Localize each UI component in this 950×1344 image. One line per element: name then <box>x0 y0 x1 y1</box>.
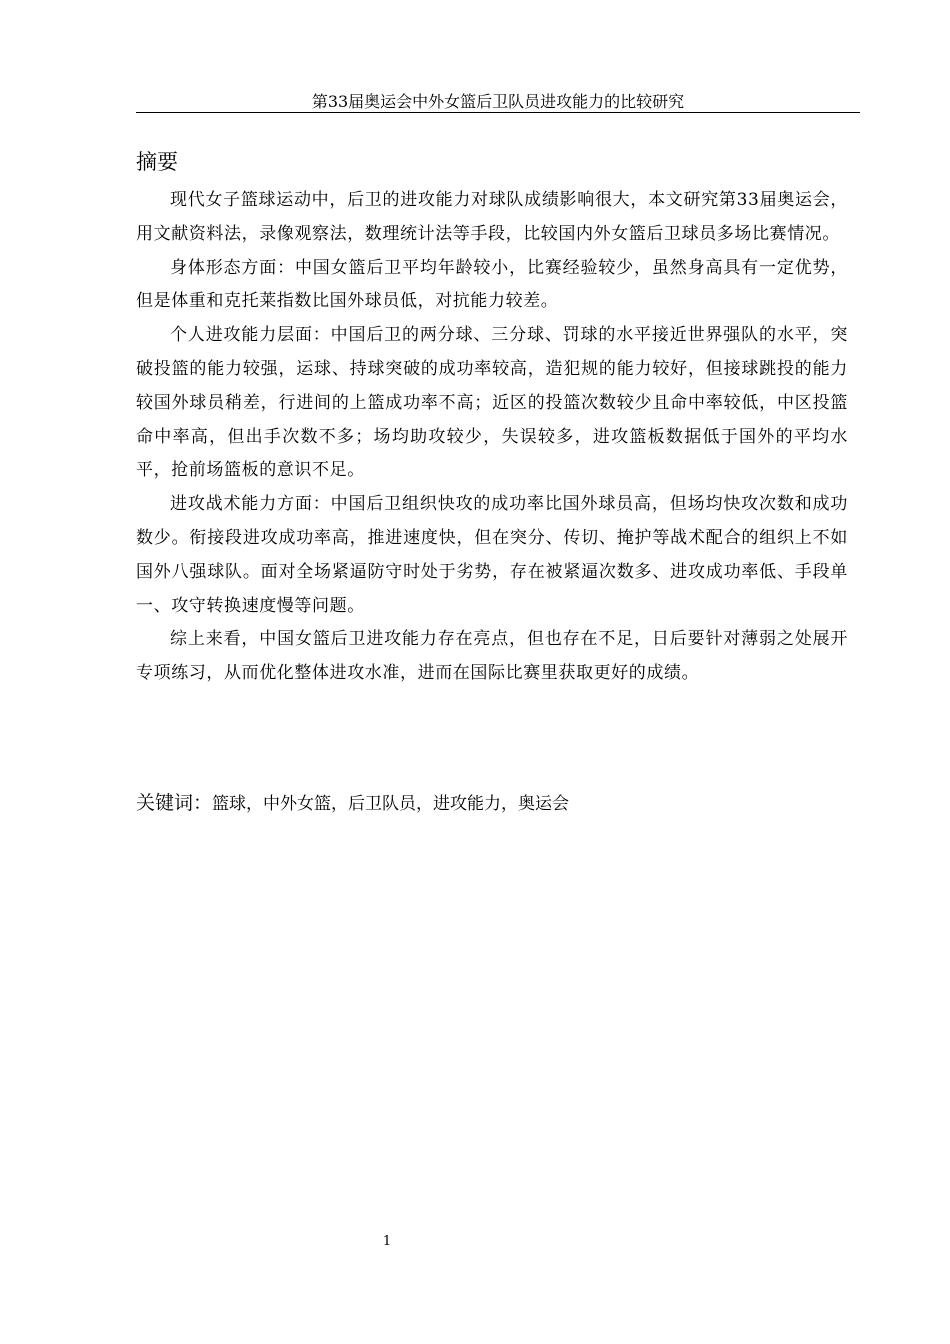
abstract-paragraph: 个人进攻能力层面：中国后卫的两分球、三分球、罚球的水平接近世界强队的水平，突破投篮的能力较强，运球、持球突破的成功率较高，造犯规的能力较好，但接球跳投的能力较国外球员稍差，行进间的上篮成功率不高；近区的投篮次数较少且命中率较低，中区投篮命中率高，但出手次数不多；场均助攻较少，失误较多，进攻篮板数据低于国外的平均水平，抢前场篮板的意识不足。 <box>136 325 848 481</box>
abstract-paragraph: 综上来看，中国女篮后卫进攻能力存在亮点，但也存在不足，日后要针对薄弱之处展开专项练习，从而优化整体进攻水准，进而在国际比赛里获取更好的成绩。 <box>136 629 848 684</box>
keywords-value: 篮球，中外女篮，后卫队员，进攻能力，奥运会 <box>212 794 570 814</box>
page-number: 1 <box>382 1234 392 1249</box>
abstract-paragraph: 进攻战术能力方面：中国后卫组织快攻的成功率比国外球员高，但场均快攻次数和成功数少。衔接段进攻成功率高，推进速度快，但在突分、传切、掩护等战术配合的组织上不如国外八强球队。面对全场紧逼防守时处于劣势，存在被紧逼次数多、进攻成功率低、手段单一、攻守转换速度慢等问题。 <box>136 494 848 616</box>
abstract-paragraph: 身体形态方面：中国女篮后卫平均年龄较小，比赛经验较少，虽然身高具有一定优势，但是体重和克托莱指数比国外球员低，对抗能力较差。 <box>136 257 848 312</box>
keywords-label: 关键词： <box>136 792 213 814</box>
header-rule <box>136 112 860 113</box>
running-header-title: 第33届奥运会中外女篮后卫队员进攻能力的比较研究 <box>311 92 685 111</box>
abstract-heading: 摘要 <box>136 150 178 174</box>
abstract-body <box>136 184 848 691</box>
abstract-paragraph: 现代女子篮球运动中，后卫的进攻能力对球队成绩影响很大，本文研究第33届奥运会，用文献资料法，录像观察法，数理统计法等手段，比较国内外女篮后卫球员多场比赛情况。 <box>136 190 848 244</box>
keywords-line <box>136 788 848 819</box>
